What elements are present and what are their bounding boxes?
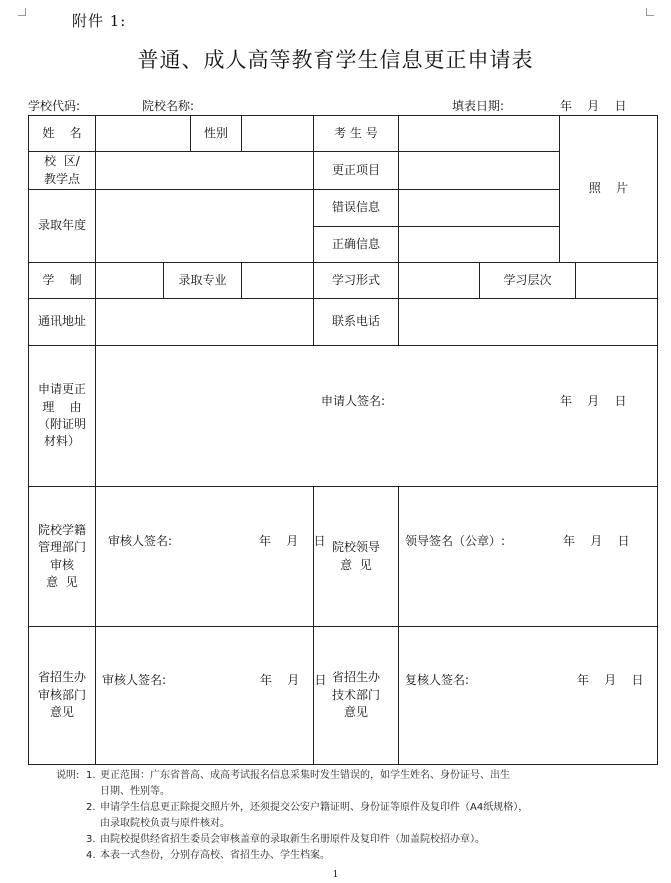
admission-major-field[interactable] [242,263,314,299]
note-line: 说明: 1. 更正范围：广东省普高、成高考试报名信息采集时发生错误的，如学生姓名、身份证号、出生 [56,768,528,784]
wrong-info-field[interactable] [399,190,560,227]
phone-field[interactable] [399,299,658,346]
phone-label: 联系电话 [314,299,399,346]
gender-label: 性别 [191,116,242,152]
study-level-label: 学习层次 [480,263,576,299]
gender-field[interactable] [242,116,314,152]
applicant-sign-date: 年 月 日 [560,393,627,408]
page-number: 1 [332,870,339,880]
correct-info-field[interactable] [399,227,560,263]
name-label: 姓 名 [29,116,96,152]
reason-label: 申请更正 理 由 （附证明 材料） [29,346,96,487]
note-line: 日期、性别等。 [100,786,170,797]
photo-label: 照 片 [588,181,629,196]
correct-info-label: 正确信息 [314,227,399,263]
rechecker-sign-date: 年 月 日 [577,673,644,688]
leader-sign-label: 领导签名（公章）: [405,534,506,549]
campus-label: 校 区/ 教学点 [29,152,96,190]
study-mode-label: 学习形式 [314,263,399,299]
reason-field[interactable] [96,346,658,487]
fill-date-value: 年 月 日 [560,99,627,113]
prov-reviewer-sign-label: 审核人签名: [102,673,167,688]
prov-review-label: 省招生办 审核部门 意见 [29,627,96,765]
applicant-sign-label: 申请人签名: [321,393,386,408]
application-form-table [28,115,658,765]
study-level-field[interactable] [576,263,658,299]
exam-no-label: 考 生 号 [314,116,399,152]
campus-field[interactable] [96,152,314,190]
reviewer-sign-label: 审核人签名: [108,534,173,549]
photo-box[interactable] [560,116,658,263]
study-mode-field[interactable] [399,263,480,299]
page-title: 普通、成人高等教育学生信息更正申请表 [137,48,534,72]
school-review-field[interactable] [96,487,326,627]
rechecker-sign-label: 复核人签名: [405,673,470,688]
study-system-field[interactable] [96,263,164,299]
exam-no-field[interactable] [399,116,560,152]
attachment-label: 附件 1: [72,12,127,30]
prov-reviewer-sign-date: 年 月 日 [260,673,327,688]
leader-sign-date: 年 月 日 [563,534,630,549]
note-line: 4. 本表一式叁份，分别存高校、省招生办、学生档案。 [86,850,330,861]
school-leader-label: 院校领导 意 见 [314,487,399,627]
correction-item-field[interactable] [399,152,560,190]
crop-mark-right [646,8,654,16]
note-line: 由录取院校负责与原件核对。 [100,818,230,829]
school-leader-field[interactable] [399,487,658,627]
note-line: 3. 由院校提供经省招生委员会审核盖章的录取新生名册原件及复印件（加盖院校招办章）。 [86,834,485,845]
address-label: 通讯地址 [29,299,96,346]
notes-section [56,768,528,864]
reviewer-sign-date: 年 月 日 [259,534,326,549]
note-line: 2. 申请学生信息更正除提交照片外，还须提交公安户籍证明、身份证等原件及复印件（A4纸规格）， [86,802,529,813]
admission-year-label: 录取年度 [29,190,96,263]
prov-review-field[interactable] [96,627,327,765]
admission-year-field[interactable] [96,190,314,263]
prov-tech-label: 省招生办 技术部门 意见 [314,627,399,765]
crop-mark-left [18,8,26,16]
correction-item-label: 更正项目 [314,152,399,190]
school-name-label: 院校名称: [142,99,195,113]
school-review-label: 院校学籍 管理部门 审核 意 见 [29,487,96,627]
admission-major-label: 录取专业 [164,263,242,299]
fill-date-label: 填表日期: [452,99,505,113]
wrong-info-label: 错误信息 [314,190,399,227]
name-field[interactable] [96,116,191,152]
prov-tech-field[interactable] [399,627,658,765]
school-code-label: 学校代码: [28,99,81,113]
notes-prefix: 说明: [56,770,80,781]
study-system-label: 学 制 [29,263,96,299]
address-field[interactable] [96,299,314,346]
